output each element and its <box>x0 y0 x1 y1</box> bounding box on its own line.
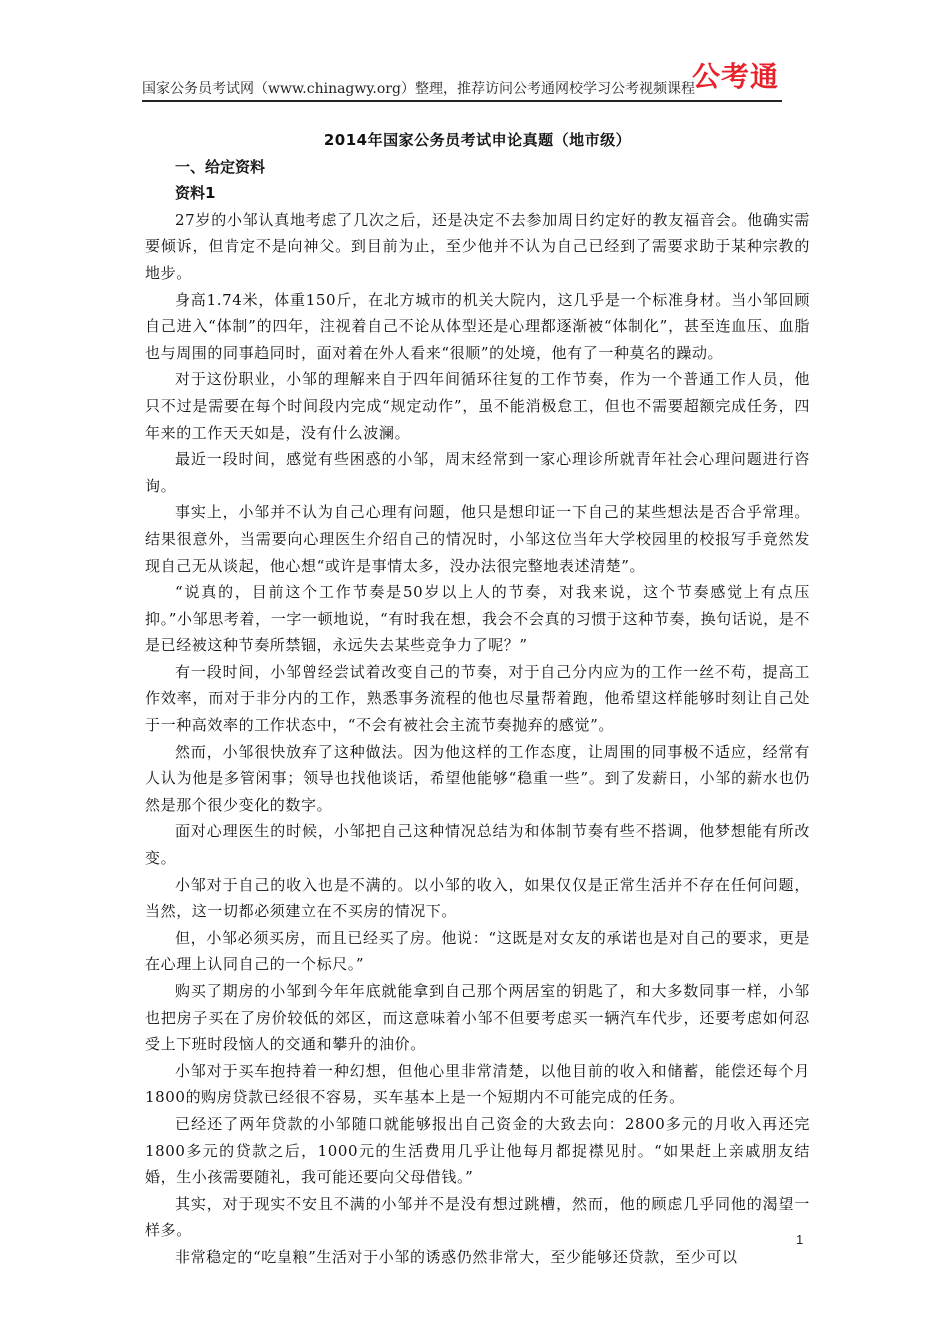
gongkaotong-logo: 公考通 <box>692 60 780 93</box>
paragraph: 非常稳定的“吃皇粮”生活对于小邹的诱惑仍然非常大，至少能够还贷款，至少可以 <box>175 1247 738 1266</box>
paragraph: 对于这份职业，小邹的理解来自于四年间循环往复的工作节奏，作为一个普通工作人员，他只不过是需要在每个时间段内完成“规定动作”，虽不能消极怠工，但也不需要超额完成任务，四年来的工作天天如是，没有什么波澜。 <box>145 370 810 442</box>
paragraph: 面对心理医生的时候，小邹把自己这种情况总结为和体制节奏有些不搭调，他梦想能有所改变。 <box>145 822 810 868</box>
paragraph: 小邹对于自己的收入也是不满的。以小邹的收入，如果仅仅是正常生活并不存在任何问题，当然，这一切都必须建立在不买房的情况下。 <box>145 875 810 921</box>
paragraph: 已经还了两年贷款的小邹随口就能够报出自己资金的大致去向：2800多元的月收入再还完1800多元的贷款之后，1000元的生活费用几乎让他每月都捉襟见肘。“如果赶上亲戚朋友结婚，生小孩需要随礼，我可能还要向父母借钱。” <box>145 1114 810 1187</box>
header-text: 国家公务员考试网（www.chinagwy.org）整理，推荐访问公考通网校学习公考视频课程 <box>142 81 695 97</box>
paragraph: 27岁的小邹认真地考虑了几次之后，还是决定不去参加周日约定好的教友福音会。他确实需要倾诉，但肯定不是向神父。到目前为止，至少他并不认为自己已经到了需要求助于某种宗教的地步。 <box>145 210 810 282</box>
paragraph: 购买了期房的小邹到今年年底就能拿到自己那个两居室的钥匙了，和大多数同事一样，小邹也把房子买在了房价较低的郊区，而这意味着小邹不但要考虑买一辆汽车代步，还要考虑如何忍受上下班时段恼人的交通和攀升的油价。 <box>145 982 810 1054</box>
paragraph: “说真的，目前这个工作节奏是50岁以上人的节奏，对我来说，这个节奏感觉上有点压抑。”小邹思考着，一字一顿地说，“有时我在想，我会不会真的习惯于这种节奏，换句话说，是不是已经被这种节奏所禁锢，永远失去某些竞争力了呢？” <box>145 583 810 655</box>
section-heading: 一、给定资料 <box>175 157 266 176</box>
page-number: 1 <box>796 1232 804 1247</box>
material-heading: 资料1 <box>175 184 216 203</box>
paragraph: 然而，小邹很快放弃了这种做法。因为他这样的工作态度，让周围的同事极不适应，经常有人认为他是多管闲事；领导也找他谈话，希望他能够“稳重一些”。到了发薪日，小邹的薪水也仍然是那个很少变化的数字。 <box>145 742 810 814</box>
paragraph: 最近一段时间，感觉有些困惑的小邹，周末经常到一家心理诊所就青年社会心理问题进行咨询。 <box>145 450 810 495</box>
header-divider <box>142 100 782 102</box>
paragraph: 事实上，小邹并不认为自己心理有问题，他只是想印证一下自己的某些想法是否合乎常理。结果很意外，当需要向心理医生介绍自己的情况时，小邹这位当年大学校园里的校报写手竟然发现自己无从谈起，他心想“或许是事情太多，没办法很完整地表述清楚”。 <box>145 503 810 575</box>
paragraph: 其实，对于现实不安且不满的小邹并不是没有想过跳槽，然而，他的顾虑几乎同他的渴望一样多。 <box>145 1194 810 1240</box>
paragraph: 有一段时间，小邹曾经尝试着改变自己的节奏，对于自己分内应为的工作一丝不苟，提高工作效率，而对于非分内的工作，熟悉事务流程的他也尽量帮着跑，他希望这样能够时刻让自己处于一种高效率的工作状态中，“不会有被社会主流节奏抛弃的感觉”。 <box>145 662 810 735</box>
paragraph: 身高1.74米，体重150斤，在北方城市的机关大院内，这几乎是一个标准身材。当小邹回顾自己进入“体制”的四年，注视着自己不论从体型还是心理都逐渐被“体制化”，甚至连血压、血脂也与周围的同事趋同时，面对着在外人看来“很顺”的处境，他有了一种莫名的躁动。 <box>145 290 810 362</box>
paragraph: 但，小邹必须买房，而且已经买了房。他说：“这既是对女友的承诺也是对自己的要求，更是在心理上认同自己的一个标尺。” <box>145 928 810 974</box>
document-title: 2014年国家公务员考试申论真题（地市级） <box>323 131 632 149</box>
paragraph: 小邹对于买车抱持着一种幻想，但他心里非常清楚，以他目前的收入和储蓄，能偿还每个月1800的购房贷款已经很不容易，买车基本上是一个短期内不可能完成的任务。 <box>145 1061 810 1107</box>
document-body <box>145 127 810 1271</box>
